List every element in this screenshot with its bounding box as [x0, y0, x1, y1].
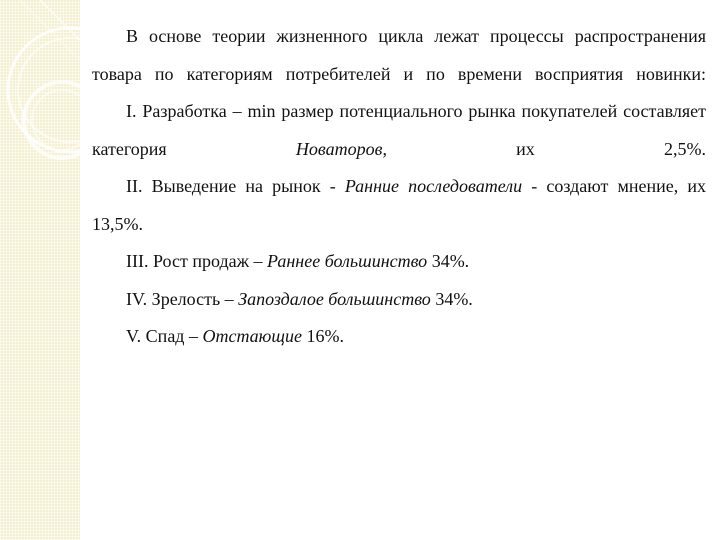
stage-category: Запоздалое большинство: [238, 288, 431, 309]
stage-text: V. Спад –: [126, 326, 203, 346]
intro-text: В основе теории жизненного цикла лежат процессы распространения товара по категориям потребителей и по времени восприятия новинки:: [92, 26, 706, 84]
stage-category: Отстающие: [202, 326, 302, 346]
stage-share: 34%.: [430, 288, 473, 309]
stage-category: Ранние последователи: [344, 176, 523, 196]
stage-text: I. Разработка – min размер потенциального рынка покупателей составляет категория: [92, 101, 706, 159]
stage-paragraph: [92, 93, 706, 168]
stage-category: Новаторов: [295, 138, 383, 159]
stage-text: II. Выведение на рынок -: [126, 176, 345, 196]
stage-text: IV. Зрелость –: [126, 288, 239, 309]
stage-paragraph: [92, 243, 706, 281]
stage-share: 34%.: [427, 251, 470, 271]
slide-text: [92, 18, 706, 356]
stage-share: , их 2,5%.: [382, 138, 706, 159]
stage-paragraph: [92, 318, 706, 356]
stage-paragraph: [92, 281, 706, 319]
stage-text: III. Рост продаж –: [126, 251, 268, 271]
stage-share: 16%.: [301, 326, 344, 346]
stage-category: Раннее большинство: [267, 251, 428, 271]
stage-paragraph: [92, 168, 706, 243]
intro-paragraph: [92, 18, 706, 93]
decorative-sidebar: [0, 0, 80, 540]
circles-ornament-icon: [0, 0, 80, 540]
stage-share: - создают мнение, их 13,5%.: [92, 176, 706, 234]
